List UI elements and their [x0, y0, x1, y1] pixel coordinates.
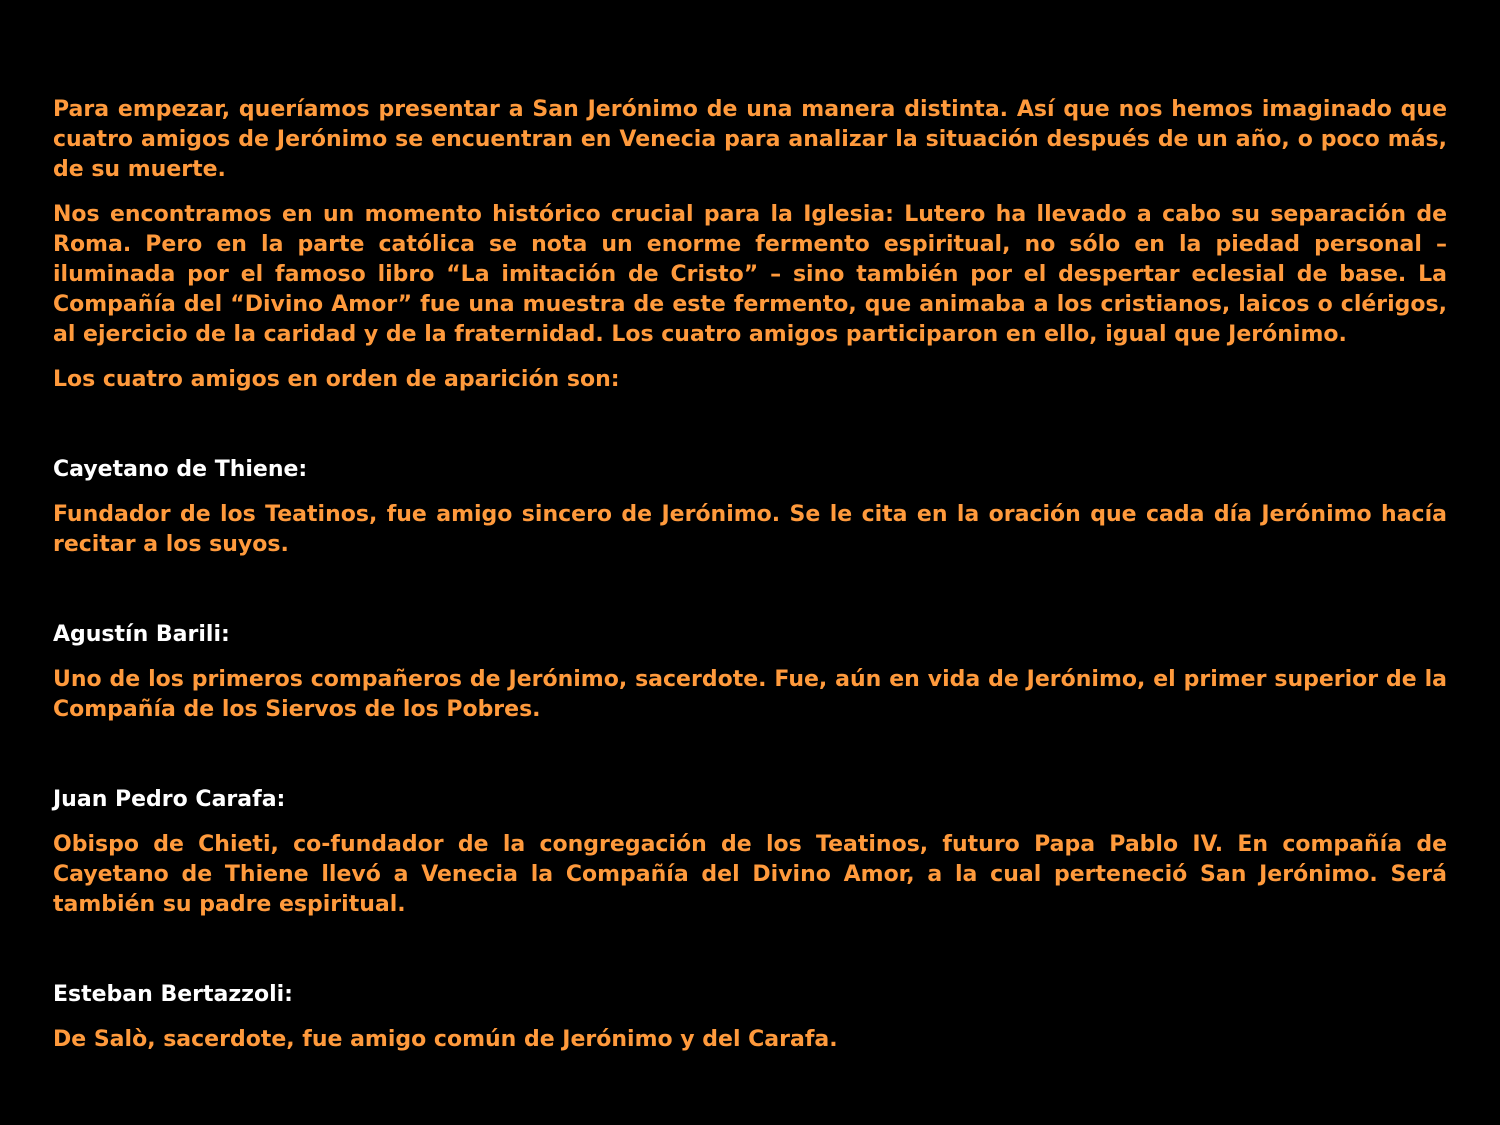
person-name: Esteban Bertazzoli:	[53, 982, 293, 1007]
person-agustin	[53, 620, 1447, 725]
person-name: Cayetano de Thiene:	[53, 457, 308, 482]
intro-paragraph-2: Nos encontramos en un momento histórico crucial para la Iglesia: Lutero ha llevado a cabo su separación de Roma. Pero en la parte católica se nota un enorme fermento espiritual, no sólo en la piedad personal – iluminada por el famoso libro “La imitación de Cristo” – sino también por el despertar eclesial de base. La Compañía del “Divino Amor” fue una muestra de este fermento, que animaba a los cristianos, laicos o clérigos, al ejercicio de la caridad y de la fraternidad. Los cuatro amigos participaron en ello, igual que Jerónimo.	[53, 202, 1447, 347]
intro-paragraph-1: Para empezar, queríamos presentar a San Jerónimo de una manera distinta. Así que nos hemos imaginado que cuatro amigos de Jerónimo se encuentran en Venecia para analizar la situación después de un año, o poco más, de su muerte.	[53, 97, 1447, 182]
person-description: De Salò, sacerdote, fue amigo común de Jerónimo y del Carafa.	[53, 1027, 838, 1052]
person-cayetano	[53, 455, 1447, 560]
person-juan-pedro	[53, 785, 1447, 920]
person-name: Juan Pedro Carafa:	[53, 787, 286, 812]
person-description: Uno de los primeros compañeros de Jerónimo, sacerdote. Fue, aún en vida de Jerónimo, el primer superior de la Compañía de los Siervos de los Pobres.	[53, 667, 1447, 722]
person-name: Agustín Barili:	[53, 622, 230, 647]
person-description: Fundador de los Teatinos, fue amigo sincero de Jerónimo. Se le cita en la oración que cada día Jerónimo hacía recitar a los suyos.	[53, 502, 1447, 557]
intro-paragraph-3: Los cuatro amigos en orden de aparición son:	[53, 367, 620, 392]
slide-content	[53, 95, 1447, 1055]
person-description: Obispo de Chieti, co-fundador de la congregación de los Teatinos, futuro Papa Pablo IV. En compañía de Cayetano de Thiene llevó a Venecia la Compañía del Divino Amor, a la cual perteneció San Jerónimo. Será también su padre espiritual.	[53, 832, 1447, 917]
person-esteban	[53, 980, 1447, 1055]
